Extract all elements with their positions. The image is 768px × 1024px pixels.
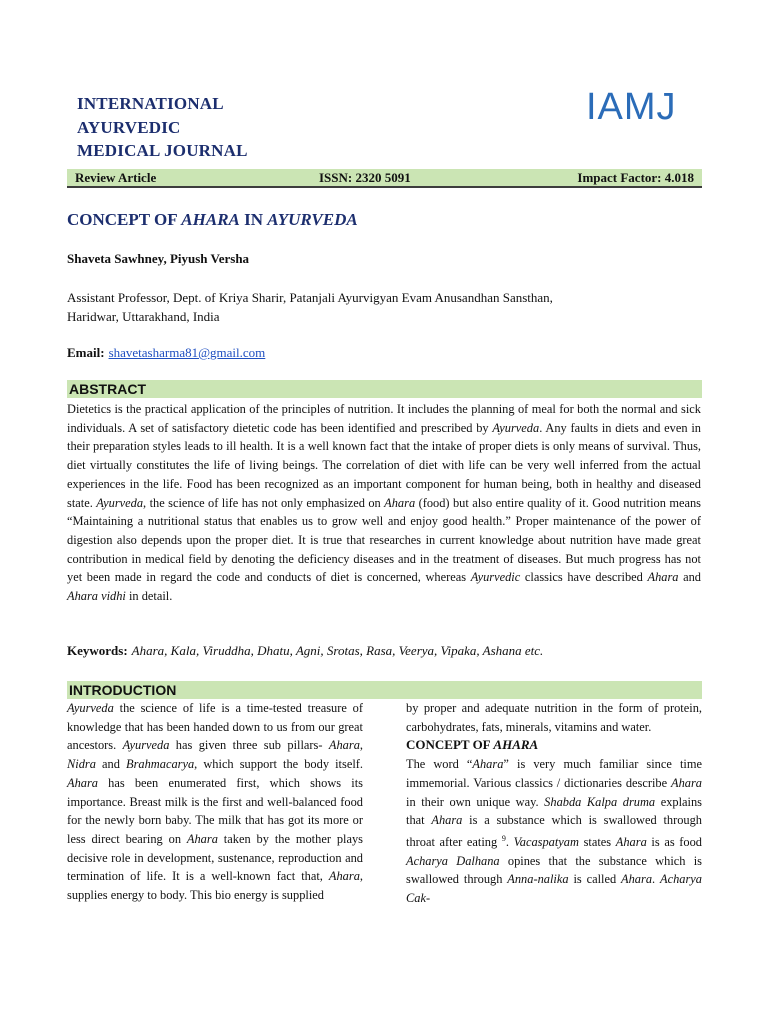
- introduction-right-column: [406, 699, 702, 908]
- journal-name-line-2: AYURVEDIC: [77, 117, 181, 137]
- authors: Shaveta Sawhney, Piyush Versha: [67, 251, 250, 266]
- italic-term: Ahara: [621, 872, 653, 887]
- text-run: , which support the body itself.: [194, 757, 363, 772]
- text-run: is as food: [646, 835, 702, 850]
- journal-name: [77, 92, 248, 163]
- text-run: and: [678, 570, 702, 585]
- text-run: Dietetics is the practical application of the principles of nutrition. It includes the planning of meal for both the normal and sick individuals. A set of satisfactory dietetic code has been identified and prescribed by: [67, 402, 701, 435]
- introduction-right-first-paragraph: by proper and adequate nutrition in the form of protein, carbohydrates, fats, minerals, vitamins and water.: [406, 701, 702, 734]
- italic-term: Ahara: [472, 757, 504, 772]
- article-title: [67, 210, 358, 230]
- text-run: has given three sub pillars-: [169, 738, 329, 753]
- text-run: is called: [568, 872, 622, 887]
- introduction-left-column: [67, 699, 363, 905]
- italic-term: Acharya Dalhana: [406, 853, 500, 868]
- title-ayurveda: AYURVEDA: [267, 210, 358, 229]
- italic-term: Ahara: [615, 835, 647, 850]
- text-run: has been enumerated first, which shows its importance. Breast milk is the first and well-balanced food for the newly born baby. The milk that has got its more or less direct bearing on: [67, 775, 363, 846]
- abstract-body: [67, 400, 701, 606]
- journal-name-line-1: INTERNATIONAL: [77, 94, 224, 113]
- impact-factor: Impact Factor: 4.018: [577, 170, 694, 185]
- affiliation-line-1: Assistant Professor, Dept. of Kriya Sharir, Patanjali Ayurvigyan Evam Anusandhan Sansthan,: [67, 290, 553, 305]
- italic-term: Ayurveda: [96, 495, 144, 510]
- email-link[interactable]: shavetasharma81@gmail.com: [108, 345, 266, 360]
- text-run: the science of life is a time-tested treasure of knowledge that has been handed down to us from our great ancestors.: [67, 701, 363, 753]
- concept-heading-prefix: CONCEPT OF: [406, 737, 494, 753]
- italic-term: Ahara: [647, 570, 679, 585]
- italic-term: Ahara: [431, 813, 463, 828]
- text-run: .: [652, 872, 661, 887]
- introduction-heading: INTRODUCTION: [67, 681, 702, 699]
- text-run: ” is very much familiar since time immemorial. Various classics / dictionaries describe: [406, 757, 702, 790]
- email: [67, 345, 265, 361]
- text-run: taken by the mother plays decisive role in development, sustenance, reproduction and termination of life. It is a well-known fact that,: [67, 831, 363, 884]
- article-info-bar: [67, 169, 702, 188]
- text-run: ,: [359, 738, 363, 753]
- italic-term: Brahmacarya: [126, 757, 195, 772]
- text-run: The word “: [406, 757, 473, 772]
- italic-term: Ahara vidhi: [67, 589, 126, 604]
- italic-term: Ahara: [328, 738, 360, 753]
- title-middle: IN: [239, 210, 268, 229]
- text-run: in detail.: [125, 589, 173, 604]
- text-run: states: [578, 835, 616, 850]
- text-run: in their own unique way.: [406, 794, 545, 809]
- italic-term: Anna-nalika: [507, 872, 569, 887]
- email-label: Email:: [67, 345, 105, 360]
- text-run: .: [505, 835, 514, 850]
- italic-term: Ayurveda: [67, 701, 114, 715]
- italic-term: Ahara: [384, 495, 416, 510]
- italic-term: Ayurvedic: [470, 570, 521, 585]
- italic-term: Ayurveda: [492, 420, 540, 435]
- title-ahara: AHARA: [181, 210, 240, 229]
- italic-term: Nidra: [67, 757, 96, 772]
- concept-of-ahara-paragraph: [406, 755, 702, 908]
- affiliation: [67, 288, 553, 326]
- article-type: Review Article: [75, 170, 157, 185]
- journal-name-line-3: MEDICAL JOURNAL: [77, 141, 248, 160]
- text-run: is a substance which is swallowed through throat after eating: [406, 813, 702, 850]
- text-run: (food) but also entire quality of it. Good nutrition means “Maintaining a nutritional status that enables us to grow well and enjoy good health.” Proper maintenance of the power of digestion also depends upon the proper diet. It is true that researches in current knowledge about nutrition have made great contribution in medical field by denoting the deficiency diseases and in the treatment of diseases. But much progress has not yet been made in regard the code and conducts of diet is concerned, whereas: [67, 495, 702, 585]
- text-run: explains that: [406, 794, 702, 828]
- journal-logo: IAMJ: [586, 86, 677, 128]
- abstract-heading: ABSTRACT: [67, 380, 702, 398]
- keywords-list: Ahara, Kala, Viruddha, Dhatu, Agni, Srotas, Rasa, Veerya, Vipaka, Ashana etc.: [131, 643, 544, 658]
- italic-term: Shabda Kalpa druma: [544, 794, 656, 809]
- italic-term: Ahara: [67, 775, 98, 790]
- italic-term: Ahara: [328, 869, 360, 884]
- text-run: classics have described: [520, 570, 648, 585]
- affiliation-line-2: Haridwar, Uttarakhand, India: [67, 309, 220, 324]
- keywords: [67, 643, 543, 659]
- concept-of-ahara-heading: [406, 736, 702, 755]
- keywords-label: Keywords:: [67, 643, 128, 658]
- reference-number: 9: [501, 833, 506, 843]
- italic-term: Vacaspatyam: [513, 835, 579, 850]
- text-run: opines that the substance which is swallowed through: [406, 853, 702, 887]
- italic-term: Ahara: [671, 775, 702, 790]
- text-run: and: [95, 757, 127, 772]
- title-prefix: CONCEPT OF: [67, 210, 182, 229]
- text-run: , the science of life has not only emphasized on: [143, 495, 385, 510]
- italic-term: Acharya Cak-: [406, 872, 702, 906]
- concept-heading-ahara: AHARA: [493, 737, 539, 753]
- text-run: , supplies energy to body. This bio energy is supplied: [67, 869, 363, 903]
- text-run: . Any faults in diets and even in their preparation styles leads to ill health. It is a well known fact that the intake of proper diets is only means of survival. Thus, diet virtually constitutes the life of living beings. The correlation of diet with life can be very well inferred from the actual experiences in the life. Food has been recognized as an important component for human being, both in healthy and diseased state.: [67, 420, 702, 510]
- italic-term: Ayurveda: [122, 738, 170, 753]
- issn: ISSN: 2320 5091: [319, 170, 411, 185]
- italic-term: Ahara: [186, 831, 218, 846]
